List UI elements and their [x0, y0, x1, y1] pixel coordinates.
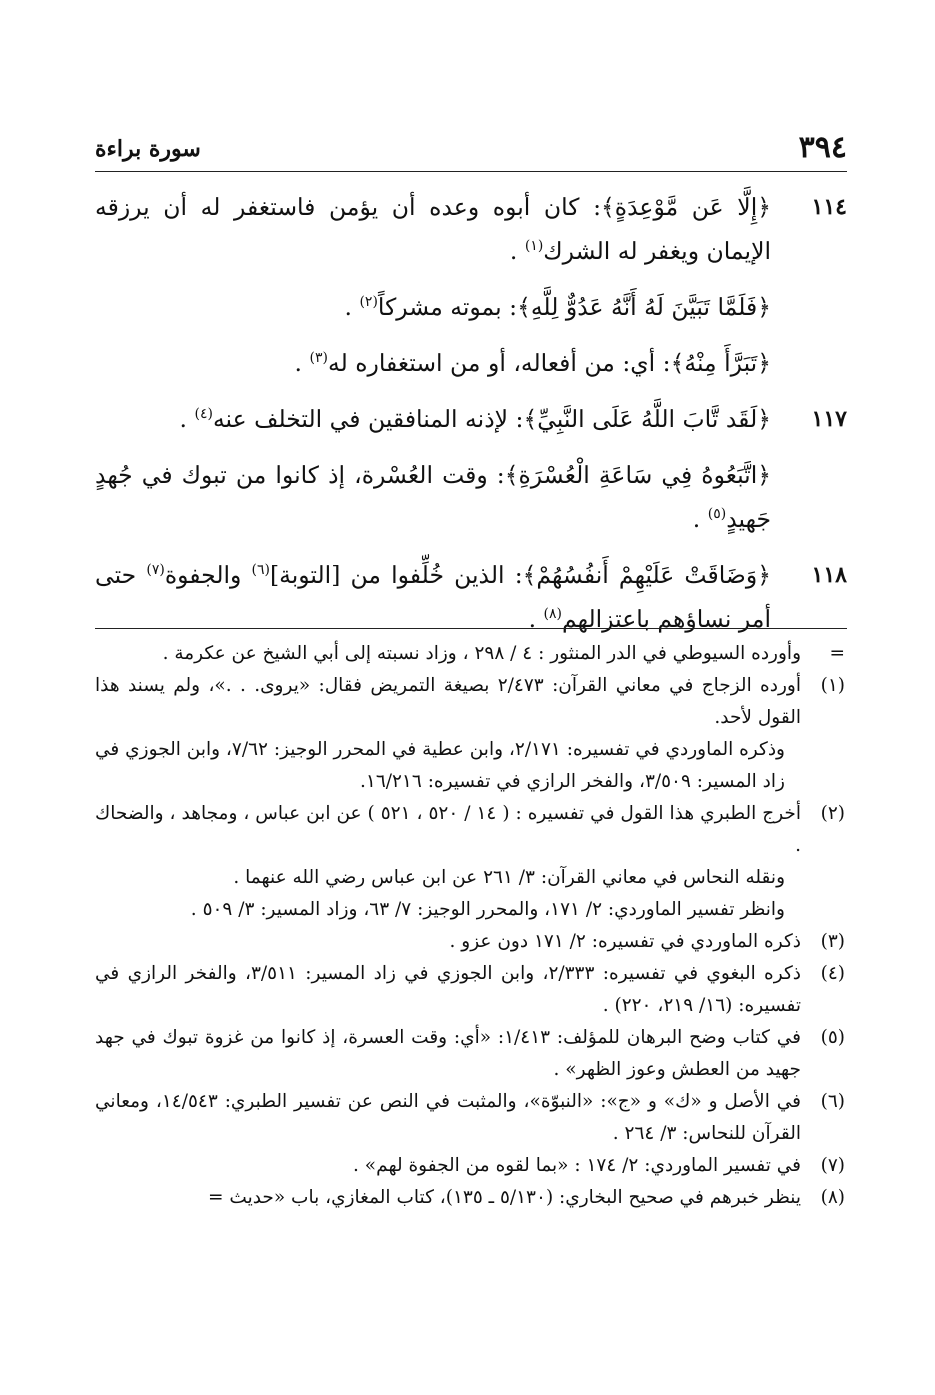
footnote-reference: (٦): [251, 562, 270, 579]
verse-entry: [95, 453, 771, 541]
verse-number: ١١٧: [811, 406, 847, 432]
quran-quote: ﴿فَلَمَّا تَبَيَّنَ لَهُ أَنَّهُ عَدُوٌّ لِلَّهِ﴾: [517, 293, 771, 321]
footnote-text: في تفسير الماوردي: ٢/ ١٧٤ : «بما لقوه من الجفوة لهم» .: [353, 1155, 801, 1176]
footnote-marker: (٧): [820, 1155, 845, 1176]
footnote-text: ونقله النحاس في معاني القرآن: ٣/ ٢٦١ عن ابن عباس رضي الله عنهما .: [233, 867, 785, 888]
entry-end: .: [692, 505, 708, 533]
page-number: ٣٩٤: [798, 130, 847, 165]
verse-block: [95, 397, 847, 541]
verse-entry: [95, 341, 771, 385]
surah-name: سورة براءة: [95, 136, 201, 162]
entry-end: .: [294, 349, 310, 377]
footnote-continuation: [95, 638, 847, 670]
footnote-marker: (١): [820, 675, 845, 696]
quran-quote: ﴿تَبَرَّأَ مِنْهُ﴾: [670, 349, 771, 377]
footnote-marker: (٨): [820, 1187, 845, 1208]
verse-number: ١١٨: [811, 562, 847, 588]
footnote-text: في الأصل و «ك» و «ج»: «النبوّة»، والمثبت في النص عن تفسير الطبري: ١٤/٥٤٣، ومعاني القرآن للنحاس: ٣/ ٢٦٤ .: [95, 1091, 802, 1144]
quran-quote: ﴿وَضَاقَتْ عَلَيْهِمْ أَنفُسُهُمْ﴾: [522, 561, 771, 589]
footnote-6: [95, 1086, 847, 1150]
footnote-8: [95, 1182, 847, 1214]
footnote-marker: (٦): [820, 1091, 845, 1112]
footnote-2: [95, 798, 847, 926]
footnote-1: [95, 670, 847, 798]
footnote-reference: (٧): [146, 562, 165, 579]
entry-end: .: [509, 237, 525, 265]
footnote-marker: (٣): [820, 931, 845, 952]
footnote-text: ذكره الماوردي في تفسيره: ٢/ ١٧١ دون عزو .: [449, 931, 801, 952]
explanation-text: والجفوة: [164, 561, 252, 589]
explanation-text: : الذين خُلِّفوا من [التوبة]: [269, 561, 523, 589]
entry-end: .: [344, 293, 360, 321]
footnote-reference: (٨): [543, 606, 562, 623]
explanation-text: : بموته مشركاً: [377, 293, 518, 321]
explanation-text: : لإذنه المنافقين في التخلف عنه: [212, 405, 524, 433]
explanation-text: : وقت العُسْرة، إذ كانوا من تبوك في جُهدٍ جَهيدٍ: [95, 461, 771, 533]
verse-number: ١١٤: [811, 194, 847, 220]
explanation-text: : كان أبوه وعده أن يؤمن فاستغفر له أن يرزقه الإيمان ويغفر له الشرك: [95, 193, 771, 265]
footnotes-divider: [95, 628, 847, 629]
footnote-reference: (٢): [359, 294, 378, 311]
footnote-5: [95, 1022, 847, 1086]
header-divider: [95, 171, 847, 172]
footnote-marker: =: [829, 643, 845, 664]
footnote-text: وأورده السيوطي في الدر المنثور : ٤ / ٢٩٨ ، وزاد نسبته إلى أبي الشيخ عن عكرمة .: [162, 643, 801, 664]
footnote-marker: (٤): [820, 963, 845, 984]
footnote-text: ذكره البغوي في تفسيره: ٢/٣٣٣، وابن الجوزي في زاد المسير: ٣/٥١١، والفخر الرازي في تفسيره: (١٦/ ٢١٩، ٢٢٠) .: [95, 963, 801, 1016]
footnote-7: [95, 1150, 847, 1182]
footnotes: [95, 638, 847, 1214]
entry-end: .: [179, 405, 195, 433]
explanation-text: : أي: من أفعاله، أو من استغفاره له: [327, 349, 671, 377]
footnote-4: [95, 958, 847, 1022]
verse-entry: [95, 185, 771, 273]
footnote-reference: (٣): [309, 350, 328, 367]
quran-quote: ﴿لَقَد تَّابَ اللَّهُ عَلَى النَّبِيِّ﴾: [523, 405, 771, 433]
footnote-text: وانظر تفسير الماوردي: ٢/ ١٧١، والمحرر الوجيز: ٧/ ٦٣، وزاد المسير: ٣/ ٥٠٩ .: [190, 899, 785, 920]
footnote-marker: (٥): [820, 1027, 845, 1048]
verse-commentary: [95, 185, 847, 641]
verse-entry: [95, 285, 771, 329]
quran-quote: ﴿إِلَّا عَن مَّوْعِدَةٍ﴾: [601, 193, 771, 221]
footnote-text: في كتاب وضح البرهان للمؤلف: ١/٤١٣: «أي: وقت العسرة، إذ كانوا من غزوة تبوك في جهد جهيد من العطش وعوز الظهر» .: [95, 1027, 802, 1080]
footnote-marker: (٢): [820, 803, 845, 824]
footnote-text: أورده الزجاج في معاني القرآن: ٢/٤٧٣ بصيغة التمريض فقال: «يروى. . .»، ولم يسند هذا القول لأحد.: [95, 675, 801, 728]
page-header: [95, 130, 847, 170]
explanation-text: حتى أمر نساؤهم باعتزالهم: [95, 561, 771, 633]
quran-quote: ﴿اتَّبَعُوهُ فِي سَاعَةِ الْعُسْرَةِ﴾: [504, 461, 771, 489]
footnote-text: أخرج الطبري هذا القول في تفسيره : ( ١٤ / ٥٢٠ ، ٥٢١ ) عن ابن عباس ، ومجاهد ، والضحاك .: [95, 803, 802, 856]
verse-block: [95, 185, 847, 385]
footnote-reference: (١): [524, 238, 544, 255]
footnote-text: ينظر خبرهم في صحيح البخاري: (٥/١٣٠ ـ ١٣٥)، كتاب المغازي، باب «حديث =: [208, 1187, 801, 1208]
footnote-reference: (٥): [707, 506, 727, 523]
verse-entry: [95, 397, 771, 441]
entry-end: .: [528, 605, 544, 633]
footnote-text: وذكره الماوردي في تفسيره: ٢/١٧١، وابن عطية في المحرر الوجيز: ٧/٦٢، وابن الجوزي في زاد المسير: ٣/٥٠٩، والفخر الرازي في تفسيره: ١٦/٢١٦.: [95, 739, 785, 792]
footnote-reference: (٤): [194, 406, 213, 423]
footnote-3: [95, 926, 847, 958]
